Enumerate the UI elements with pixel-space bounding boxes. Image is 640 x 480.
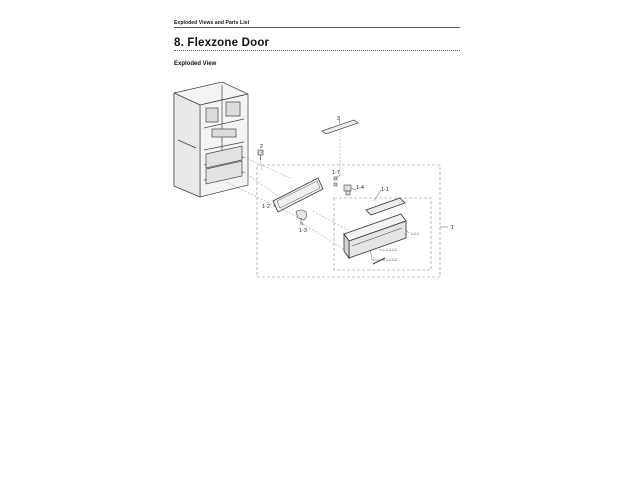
page-title: 8. Flexzone Door (174, 37, 270, 49)
callout-1-1-1-2: 1-1-1-2 (386, 258, 397, 262)
callout-1-2: 1-2 (262, 204, 270, 210)
refrigerator-illustration (174, 82, 248, 197)
callout-1-1: 1-1 (381, 187, 389, 193)
callout-3: 3 (337, 116, 341, 122)
callout-1-4: 1-4 (356, 185, 364, 191)
section-header: Exploded Views and Parts List (174, 20, 250, 26)
callout-1-3: 1-3 (299, 228, 307, 234)
assembly-group-box (257, 165, 440, 277)
callout-1: 1 (451, 225, 455, 231)
callout-1-7: 1-7 (332, 170, 340, 176)
rod-part (373, 258, 385, 264)
callout-1-1-1-1: 1-1-1-1 (386, 248, 397, 252)
clip-part (344, 185, 351, 195)
callout-1-1-1: 1-1-1 (411, 232, 419, 236)
exploded-view-heading: Exploded View (174, 61, 217, 67)
gasket-frame-part (273, 178, 323, 212)
callout-2: 2 (260, 144, 264, 150)
handle-bar-part (322, 120, 358, 134)
small-screw-part (334, 177, 337, 186)
